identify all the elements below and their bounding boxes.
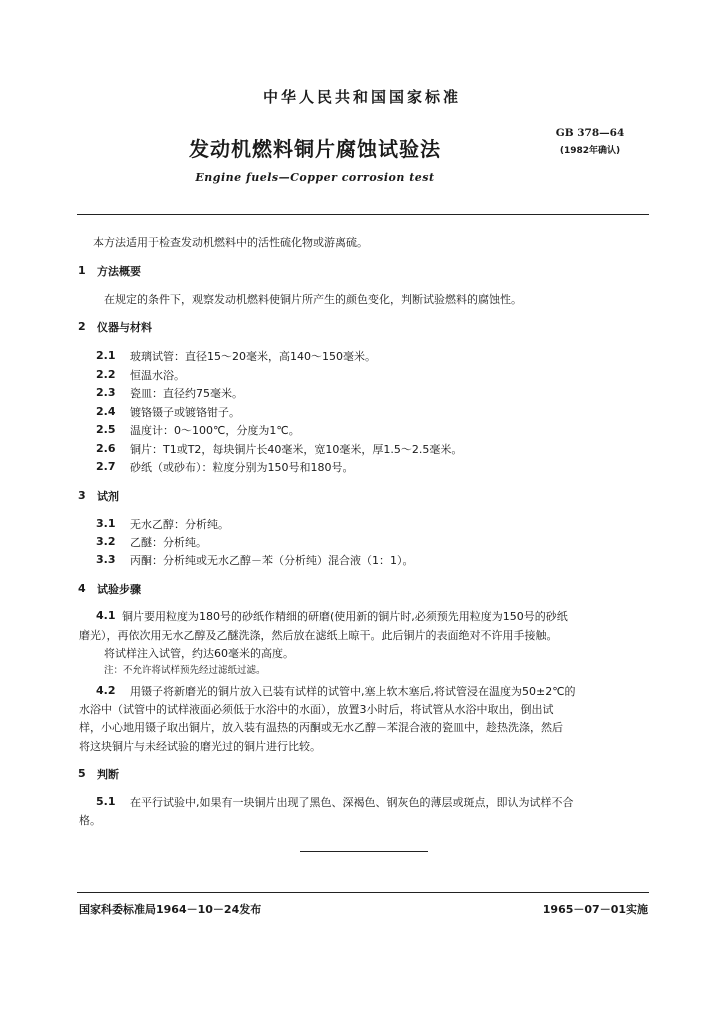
effective-date: 1965－07－01实施 — [542, 903, 648, 916]
intro-paragraph: 本方法适用于检查发动机燃料中的活性硫化物或游离硫。 — [93, 236, 368, 249]
section-5-number: 5 — [78, 767, 86, 780]
item-number: 2.6 — [96, 442, 116, 455]
section-1-title: 方法概要 — [97, 265, 141, 278]
section-2-number: 2 — [78, 320, 86, 333]
national-standard-heading: 中华人民共和国国家标准 — [262, 88, 461, 106]
item-text: 乙醚：分析纯。 — [130, 536, 207, 549]
item-text: 砂纸（或砂布）：粒度分别为150号和180号。 — [130, 461, 354, 474]
standard-code: GB 378—64 — [555, 127, 625, 139]
clause-4-2-number: 4.2 — [96, 684, 116, 697]
end-of-text-rule — [300, 851, 428, 852]
item-number: 2.1 — [96, 349, 116, 362]
section-1-text: 在规定的条件下，观察发动机燃料使铜片所产生的颜色变化，判断试验燃料的腐蚀性。 — [104, 293, 522, 306]
document-title-cn: 发动机燃料铜片腐蚀试验法 — [189, 137, 441, 161]
clause-4-1-line: 磨光），再依次用无水乙醇及乙醚洗涤，然后放在滤纸上晾干。此后铜片的表面绝对不许用手接触。 — [79, 629, 558, 642]
issue-date: 国家科委标准局1964－10－24发布 — [79, 903, 262, 916]
item-number: 2.2 — [96, 368, 116, 381]
section-2-title: 仪器与材料 — [97, 321, 152, 334]
section-3-number: 3 — [78, 489, 86, 502]
item-text: 温度计：0～100℃，分度为1℃。 — [130, 424, 300, 437]
clause-4-1-line: 铜片要用粒度为180号的砂纸作精细的研磨(使用新的铜片时,必须预先用粒度为150号的砂纸 — [122, 610, 568, 623]
item-text: 玻璃试管：直径15～20毫米，高140～150毫米。 — [130, 350, 376, 363]
item-number: 2.4 — [96, 405, 116, 418]
clause-4-1-line: 将试样注入试管，约达60毫米的高度。 — [104, 647, 294, 660]
document-title-en: Engine fuels—Copper corrosion test — [195, 171, 435, 184]
clause-5-1-number: 5.1 — [96, 795, 116, 808]
item-number: 2.7 — [96, 460, 116, 473]
clause-4-1-number: 4.1 — [96, 609, 116, 622]
item-number: 3.1 — [96, 517, 116, 530]
clause-4-2-line: 水浴中（试管中的试样液面必须低于水浴中的水面），放置3小时后，将试管从水浴中取出，倒出试 — [79, 703, 554, 716]
item-text: 铜片：T1或T2，每块铜片长40毫米，宽10毫米，厚1.5～2.5毫米。 — [130, 443, 463, 456]
item-text: 无水乙醇：分析纯。 — [130, 518, 229, 531]
item-number: 3.2 — [96, 535, 116, 548]
confirmation-year: (1982年确认) — [559, 146, 621, 156]
clause-4-2-line: 将这块铜片与未经试验的磨光过的铜片进行比较。 — [79, 740, 321, 753]
section-4-number: 4 — [78, 582, 86, 595]
section-4-title: 试验步骤 — [97, 583, 141, 596]
note-text: 注：不允许将试样预先经过滤纸过滤。 — [104, 665, 266, 676]
item-number: 2.5 — [96, 423, 116, 436]
clause-5-1-line: 在平行试验中,如果有一块铜片出现了黑色、深褐色、钢灰色的薄层或斑点，即认为试样不合 — [130, 796, 574, 809]
section-3-title: 试剂 — [97, 490, 119, 503]
item-text: 镀铬镊子或镀铬钳子。 — [130, 406, 240, 419]
clause-4-2-line: 用镊子将新磨光的铜片放入已装有试样的试管中,塞上软木塞后,将试管浸在温度为50±2℃的 — [130, 685, 576, 698]
section-1-number: 1 — [78, 264, 86, 277]
clause-5-1-line: 格。 — [79, 814, 101, 827]
item-number: 3.3 — [96, 553, 116, 566]
section-5-title: 判断 — [97, 768, 119, 781]
header-divider — [77, 214, 649, 215]
item-text: 瓷皿：直径约75毫米。 — [130, 387, 243, 400]
item-text: 恒温水浴。 — [130, 369, 185, 382]
item-number: 2.3 — [96, 386, 116, 399]
clause-4-2-line: 样，小心地用镊子取出铜片，放入装有温热的丙酮或无水乙醇－苯混合液的瓷皿中，趁热洗涤，然后 — [79, 721, 563, 734]
footer-divider — [77, 892, 649, 893]
item-text: 丙酮：分析纯或无水乙醇－苯（分析纯）混合液（1：1）。 — [130, 554, 414, 567]
